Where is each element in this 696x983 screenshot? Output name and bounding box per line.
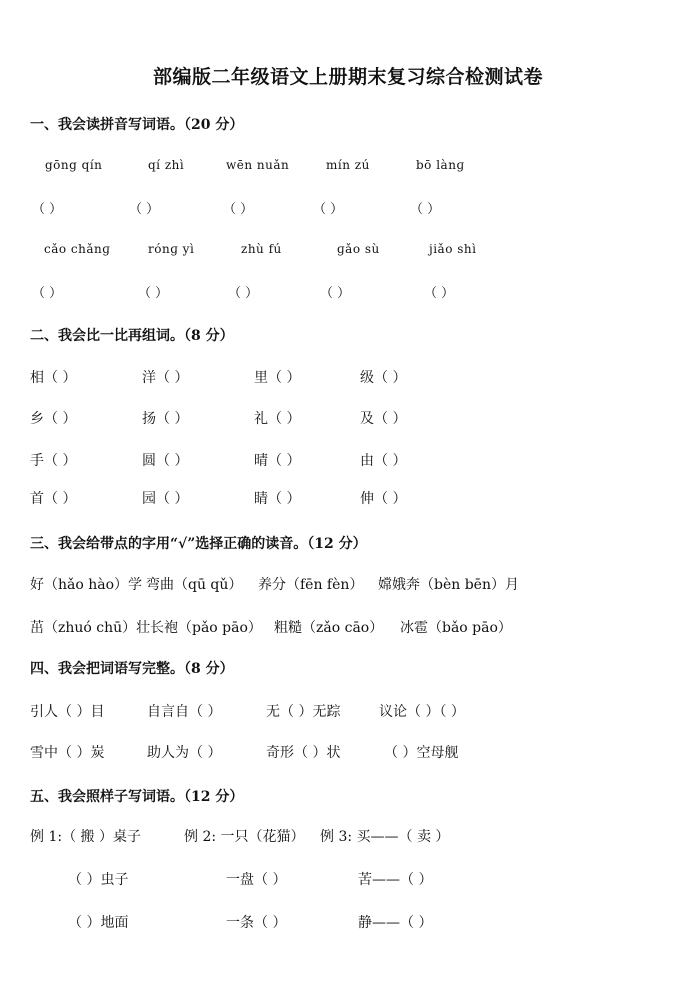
answer-box[interactable]: （ ） [138,286,169,301]
compare-item[interactable]: 园（ ） [142,491,189,507]
pinyin-item: qí zhì [148,158,185,172]
compare-item[interactable]: 礼（ ） [254,411,301,427]
pinyin-item: wēn nuǎn [226,158,290,172]
compare-item[interactable]: 由（ ） [360,453,407,469]
reading-item[interactable]: 好（hǎo hào）学 [30,577,143,593]
answer-box[interactable]: （ ） [32,286,63,301]
reading-item[interactable]: 冰雹（bǎo pāo） [400,620,512,636]
section-heading-3: 三、我会给带点的字用“√”选择正确的读音。（12 分） [30,536,367,552]
answer-box[interactable]: （ ） [313,202,344,217]
pinyin-item: ɡǎo sù [337,242,380,256]
complete-item[interactable]: 雪中（ ）炭 [30,745,105,761]
compare-item[interactable]: 洋（ ） [142,370,189,386]
answer-box[interactable]: （ ） [424,286,455,301]
compare-item[interactable]: 级（ ） [360,370,407,386]
compare-item[interactable]: 及（ ） [360,411,407,427]
pinyin-item: mín zú [326,158,370,172]
section-heading-1: 一、我会读拼音写词语。（20 分） [30,117,244,133]
pinyin-item: gōng qín [45,158,103,172]
reading-item[interactable]: 茁（zhuó chū）壮 [30,620,151,636]
page-title: 部编版二年级语文上册期末复习综合检测试卷 [152,66,543,88]
compare-item[interactable]: 手（ ） [30,453,77,469]
example-item: 例 2: 一只（花猫） [184,829,305,845]
complete-item[interactable]: 自言自（ ） [147,704,222,720]
practice-item[interactable]: 一条（ ） [226,915,287,931]
compare-item[interactable]: 里（ ） [254,370,301,386]
section-heading-5: 五、我会照样子写词语。（12 分） [30,789,244,805]
compare-item[interactable]: 乡（ ） [30,411,77,427]
reading-item[interactable]: 弯曲（qū qǔ） [146,577,243,593]
compare-item[interactable]: 扬（ ） [142,411,189,427]
practice-item[interactable]: 静——（ ） [358,915,433,931]
reading-item[interactable]: 长袍（pǎo pāo） [150,620,262,636]
pinyin-item: rónɡ yì [148,242,195,256]
complete-item[interactable]: 无（ ）无踪 [266,704,341,720]
answer-box[interactable]: （ ） [32,202,63,217]
section-heading-2: 二、我会比一比再组词。（8 分） [30,328,234,344]
complete-item[interactable]: 奇形（ ）状 [266,745,341,761]
reading-item[interactable]: 嫦娥奔（bèn bēn）月 [378,577,519,593]
compare-item[interactable]: 圆（ ） [142,453,189,469]
reading-item[interactable]: 粗糙（zǎo cāo） [274,620,384,636]
complete-item[interactable]: 助人为（ ） [147,745,222,761]
compare-item[interactable]: 首（ ） [30,491,77,507]
practice-item[interactable]: （ ）地面 [68,915,129,931]
pinyin-item: jiǎo shì [429,242,477,256]
compare-item[interactable]: 伸（ ） [360,491,407,507]
complete-item[interactable]: 引人（ ）目 [30,704,105,720]
reading-item[interactable]: 养分（fēn fèn） [258,577,364,593]
compare-item[interactable]: 睛（ ） [254,491,301,507]
complete-item[interactable]: （ ）空母舰 [384,745,459,761]
compare-item[interactable]: 相（ ） [30,370,77,386]
example-item: 例 1:（ 搬 ）桌子 [30,829,141,845]
pinyin-item: zhù fú [241,242,282,256]
answer-box[interactable]: （ ） [228,286,259,301]
compare-item[interactable]: 晴（ ） [254,453,301,469]
pinyin-item: cǎo chǎnɡ [44,242,111,256]
complete-item[interactable]: 议论（ ）（ ） [379,704,465,720]
answer-box[interactable]: （ ） [129,202,160,217]
example-item: 例 3: 买——（ 卖 ） [320,829,450,845]
answer-box[interactable]: （ ） [320,286,351,301]
section-heading-4: 四、我会把词语写完整。（8 分） [30,661,234,677]
practice-item[interactable]: 苦——（ ） [358,872,433,888]
answer-box[interactable]: （ ） [223,202,254,217]
answer-box[interactable]: （ ） [410,202,441,217]
practice-item[interactable]: （ ）虫子 [68,872,129,888]
practice-item[interactable]: 一盘（ ） [226,872,287,888]
pinyin-item: bō lànɡ [416,158,465,172]
